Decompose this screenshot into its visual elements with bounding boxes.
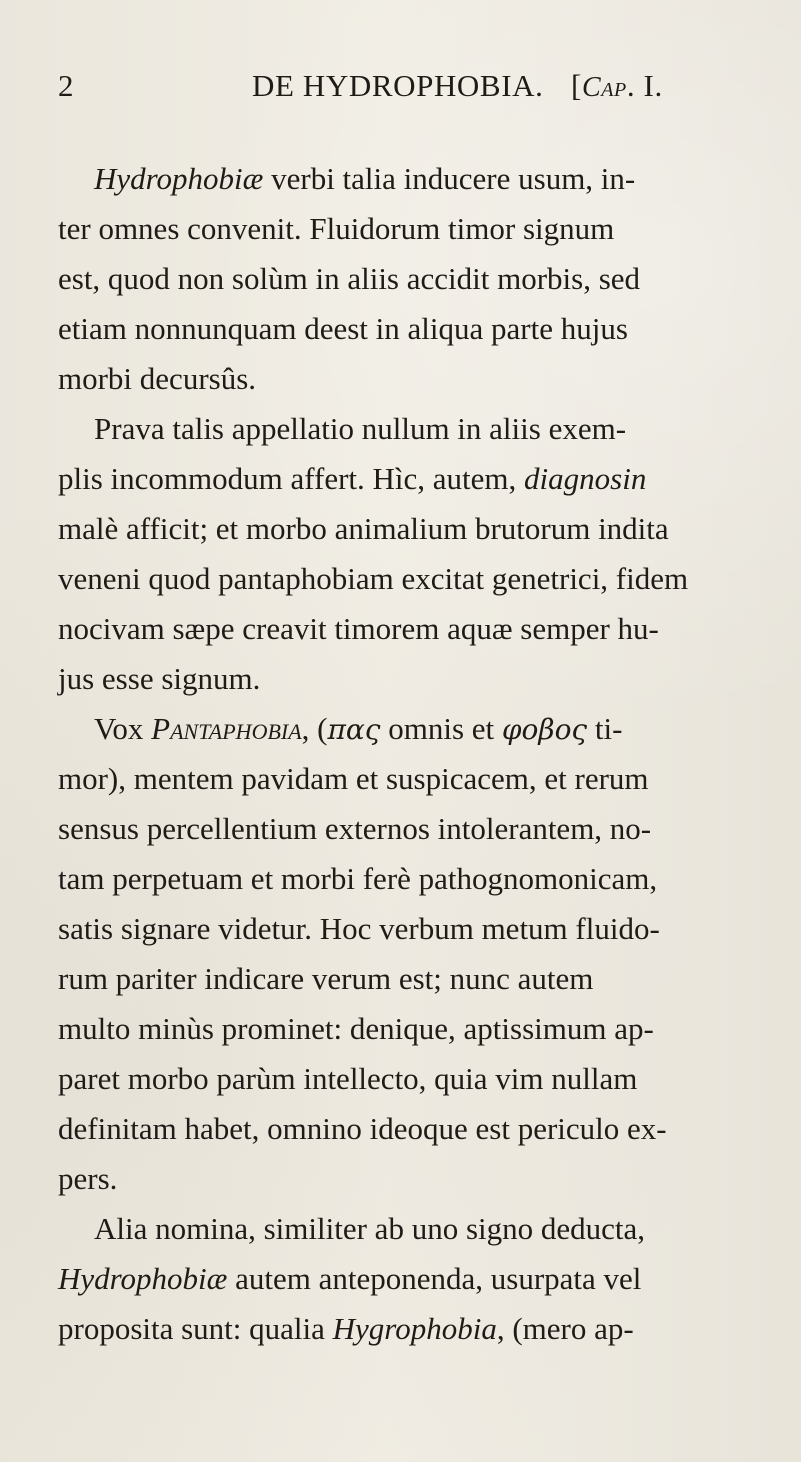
- text-line: [58, 1004, 762, 1054]
- text-segment: , (mero ap-: [496, 1311, 634, 1346]
- text-line: [58, 604, 762, 654]
- text-segment: Vox: [94, 711, 152, 746]
- text-segment: verbi talia inducere usum, in-: [263, 161, 636, 196]
- text-segment: proposita sunt: qualia: [58, 1311, 333, 1346]
- text-segment: Alia nomina, similiter ab uno signo deducta,: [94, 1211, 646, 1246]
- page-number: 2: [58, 68, 75, 103]
- text-segment: Prava talis appellatio nullum in aliis exem-: [94, 411, 627, 446]
- text-segment: multo minùs prominet: denique, aptissimum ap-: [58, 1011, 654, 1046]
- text-line: [58, 804, 762, 854]
- text-line: [58, 754, 762, 804]
- text-line: [58, 904, 762, 954]
- text-segment: rum pariter indicare verum est; nunc autem: [58, 961, 594, 996]
- text-line: [58, 1304, 762, 1354]
- text-line: [58, 254, 762, 304]
- text-segment: pers.: [58, 1161, 118, 1196]
- text-segment: ter omnes convenit. Fluidorum timor signum: [58, 211, 615, 246]
- small-caps-term: Pantaphobia: [151, 711, 302, 746]
- text-segment: , (: [301, 711, 328, 746]
- running-title: DE HYDROPHOBIA.: [252, 68, 544, 103]
- text-line: [58, 354, 762, 404]
- text-segment: omnis et: [380, 711, 502, 746]
- greek-term: φοβος: [501, 713, 588, 746]
- text-line: [58, 554, 762, 604]
- text-segment: satis signare videtur. Hoc verbum metum fluido-: [58, 911, 660, 946]
- text-line: [58, 1254, 762, 1304]
- body-text: [58, 154, 762, 1354]
- text-line: [58, 704, 762, 754]
- text-segment: definitam habet, omnino ideoque est periculo ex-: [58, 1111, 667, 1146]
- text-line: [58, 1204, 762, 1254]
- text-line: [58, 304, 762, 354]
- text-line: [58, 504, 762, 554]
- text-segment: tam perpetuam et morbi ferè pathognomonicam,: [58, 861, 658, 896]
- text-segment: sensus percellentium externos intolerantem, no-: [58, 811, 652, 846]
- text-segment: malè afficit; et morbo animalium brutorum indita: [58, 511, 669, 546]
- text-segment: morbi decursûs.: [58, 361, 257, 396]
- text-segment: jus esse signum.: [58, 661, 261, 696]
- italic-term: diagnosin: [524, 461, 647, 496]
- text-segment: veneni quod pantaphobiam excitat genetrici, fidem: [58, 561, 689, 596]
- text-segment: paret morbo parùm intellecto, quia vim nullam: [58, 1061, 638, 1096]
- text-segment: est, quod non solùm in aliis accidit morbis, sed: [58, 261, 641, 296]
- text-line: [58, 404, 762, 454]
- italic-term: Hydrophobiæ: [58, 1261, 228, 1296]
- text-line: [58, 454, 762, 504]
- text-line: [58, 854, 762, 904]
- text-line: [58, 1104, 762, 1154]
- text-segment: mor), mentem pavidam et suspicacem, et rerum: [58, 761, 649, 796]
- chapter-bracket: [: [571, 68, 582, 103]
- text-segment: autem anteponenda, usurpata vel: [227, 1261, 642, 1296]
- text-segment: plis incommodum affert. Hìc, autem,: [58, 461, 525, 496]
- italic-term: Hygrophobia: [332, 1311, 497, 1346]
- text-segment: nocivam sæpe creavit timorem aquæ semper hu-: [58, 611, 659, 646]
- text-line: [58, 154, 762, 204]
- text-line: [58, 1154, 762, 1204]
- chapter-label: [571, 68, 663, 104]
- page-header: [0, 68, 801, 118]
- text-line: [58, 654, 762, 704]
- chapter-number: . I.: [626, 68, 663, 103]
- text-line: [58, 954, 762, 1004]
- text-segment: etiam nonnunquam deest in aliqua parte hujus: [58, 311, 628, 346]
- greek-term: πας: [327, 713, 381, 746]
- italic-term: Hydrophobiæ: [94, 161, 264, 196]
- text-line: [58, 1054, 762, 1104]
- text-line: [58, 204, 762, 254]
- chapter-word: Cap: [581, 72, 627, 103]
- text-segment: ti-: [587, 711, 623, 746]
